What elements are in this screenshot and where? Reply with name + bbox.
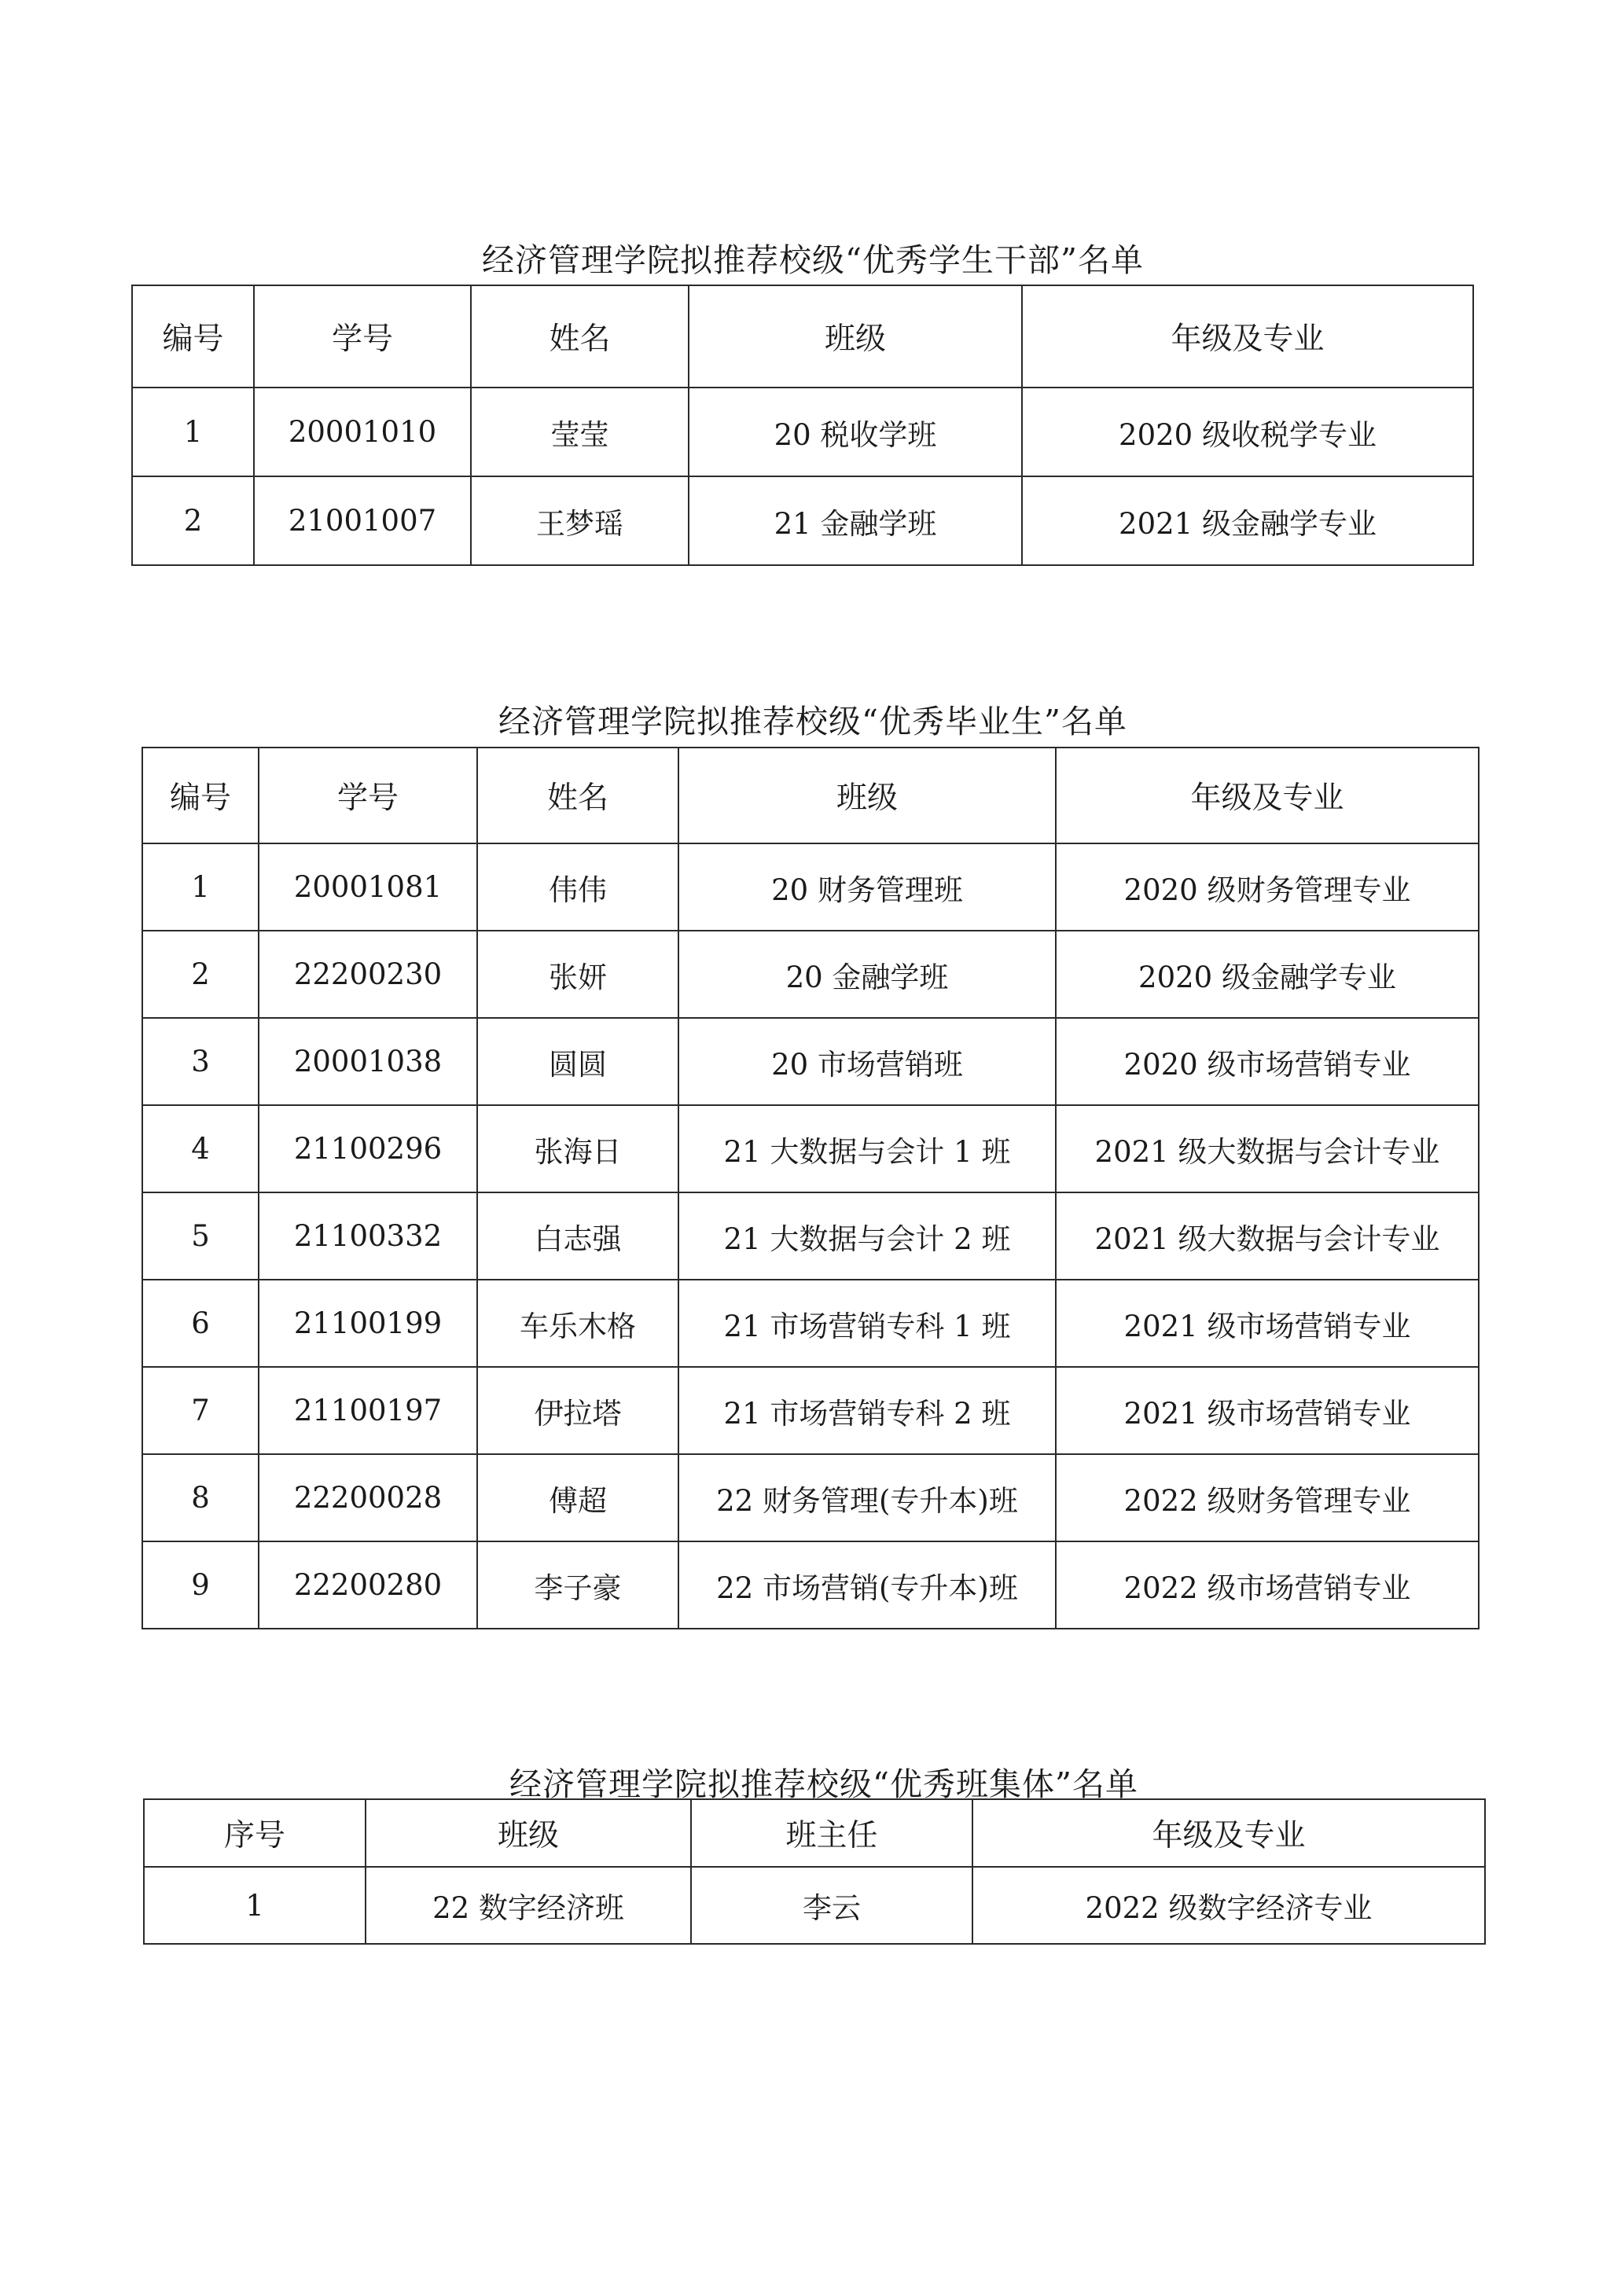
- header-cell: 学号: [259, 748, 477, 843]
- table-cell: 李云: [691, 1867, 972, 1944]
- header-cell: 姓名: [477, 748, 678, 843]
- table-cell: 车乐木格: [477, 1280, 678, 1367]
- table-cell: 莹莹: [471, 388, 689, 476]
- table-row: [144, 1867, 1485, 1944]
- header-cell: 姓名: [471, 285, 689, 388]
- table-cell: 20 金融学班: [678, 931, 1056, 1018]
- table-cell: 2022 级数字经济专业: [972, 1867, 1485, 1944]
- table-cell: 2020 级金融学专业: [1056, 931, 1479, 1018]
- header-cell: 班主任: [691, 1799, 972, 1867]
- table-row: [132, 476, 1473, 565]
- table-cell: 21 金融学班: [689, 476, 1022, 565]
- table-cell: 20 市场营销班: [678, 1018, 1056, 1105]
- table-cell: 2021 级市场营销专业: [1056, 1280, 1479, 1367]
- table-cell: 1: [142, 843, 259, 931]
- table-cell: 22200230: [259, 931, 477, 1018]
- table-cell: 22 市场营销(专升本)班: [678, 1541, 1056, 1629]
- header-cell: 编号: [142, 748, 259, 843]
- table-outstanding-cadres: [131, 285, 1474, 566]
- table-row: [142, 1541, 1479, 1629]
- header-cell: 班级: [366, 1799, 691, 1867]
- table-cell: 21 市场营销专科 1 班: [678, 1280, 1056, 1367]
- table-cell: 7: [142, 1367, 259, 1454]
- table-cell: 21 大数据与会计 1 班: [678, 1105, 1056, 1192]
- table-cell: 白志强: [477, 1192, 678, 1280]
- table-cell: 伟伟: [477, 843, 678, 931]
- table-cell: 2021 级市场营销专业: [1056, 1367, 1479, 1454]
- table-cell: 22200280: [259, 1541, 477, 1629]
- table-cell: 3: [142, 1018, 259, 1105]
- table-cell: 1: [132, 388, 254, 476]
- table-row: [142, 1280, 1479, 1367]
- title-outstanding-classes: 经济管理学院拟推荐校级“优秀班集体”名单: [509, 1765, 1138, 1803]
- table-cell: 22 数字经济班: [366, 1867, 691, 1944]
- header-cell: 序号: [144, 1799, 366, 1867]
- header-cell: 学号: [254, 285, 471, 388]
- header-cell: 年级及专业: [1022, 285, 1473, 388]
- table-cell: 2021 级金融学专业: [1022, 476, 1473, 565]
- table-cell: 2020 级收税学专业: [1022, 388, 1473, 476]
- table-cell: 张妍: [477, 931, 678, 1018]
- table-row: [142, 1367, 1479, 1454]
- table-cell: 张海日: [477, 1105, 678, 1192]
- table-row: [142, 931, 1479, 1018]
- table-cell: 2: [132, 476, 254, 565]
- table-outstanding-classes: [143, 1798, 1486, 1945]
- table-cell: 傅超: [477, 1454, 678, 1541]
- table-cell: 2022 级财务管理专业: [1056, 1454, 1479, 1541]
- table-row: [132, 388, 1473, 476]
- table-cell: 圆圆: [477, 1018, 678, 1105]
- table-cell: 20001038: [259, 1018, 477, 1105]
- table-cell: 2020 级财务管理专业: [1056, 843, 1479, 931]
- table-cell: 22 财务管理(专升本)班: [678, 1454, 1056, 1541]
- table-cell: 5: [142, 1192, 259, 1280]
- table-cell: 1: [144, 1867, 366, 1944]
- table-cell: 21100296: [259, 1105, 477, 1192]
- table-row: [142, 1454, 1479, 1541]
- table-row: [142, 843, 1479, 931]
- table-row: [142, 1018, 1479, 1105]
- header-cell: 班级: [689, 285, 1022, 388]
- table-cell: 2020 级市场营销专业: [1056, 1018, 1479, 1105]
- header-cell: 班级: [678, 748, 1056, 843]
- table-cell: 21100199: [259, 1280, 477, 1367]
- header-cell: 编号: [132, 285, 254, 388]
- table-cell: 2021 级大数据与会计专业: [1056, 1105, 1479, 1192]
- header-cell: 年级及专业: [972, 1799, 1485, 1867]
- table-header-row: [132, 285, 1473, 388]
- table-cell: 8: [142, 1454, 259, 1541]
- table-cell: 21 市场营销专科 2 班: [678, 1367, 1056, 1454]
- table-cell: 9: [142, 1541, 259, 1629]
- table-cell: 4: [142, 1105, 259, 1192]
- title-outstanding-graduates: 经济管理学院拟推荐校级“优秀毕业生”名单: [498, 703, 1127, 740]
- table-cell: 2022 级市场营销专业: [1056, 1541, 1479, 1629]
- title-outstanding-cadres: 经济管理学院拟推荐校级“优秀学生干部”名单: [482, 241, 1144, 279]
- table-header-row: [144, 1799, 1485, 1867]
- table-cell: 21001007: [254, 476, 471, 565]
- table-cell: 21100197: [259, 1367, 477, 1454]
- table-cell: 6: [142, 1280, 259, 1367]
- table-header-row: [142, 748, 1479, 843]
- table-cell: 李子豪: [477, 1541, 678, 1629]
- table-cell: 20 财务管理班: [678, 843, 1056, 931]
- header-cell: 年级及专业: [1056, 748, 1479, 843]
- table-cell: 21 大数据与会计 2 班: [678, 1192, 1056, 1280]
- table-row: [142, 1192, 1479, 1280]
- table-cell: 2: [142, 931, 259, 1018]
- table-cell: 20001010: [254, 388, 471, 476]
- table-cell: 王梦瑶: [471, 476, 689, 565]
- table-cell: 21100332: [259, 1192, 477, 1280]
- table-row: [142, 1105, 1479, 1192]
- table-cell: 20001081: [259, 843, 477, 931]
- table-cell: 22200028: [259, 1454, 477, 1541]
- table-cell: 伊拉塔: [477, 1367, 678, 1454]
- table-cell: 20 税收学班: [689, 388, 1022, 476]
- table-outstanding-graduates: [142, 747, 1480, 1629]
- table-cell: 2021 级大数据与会计专业: [1056, 1192, 1479, 1280]
